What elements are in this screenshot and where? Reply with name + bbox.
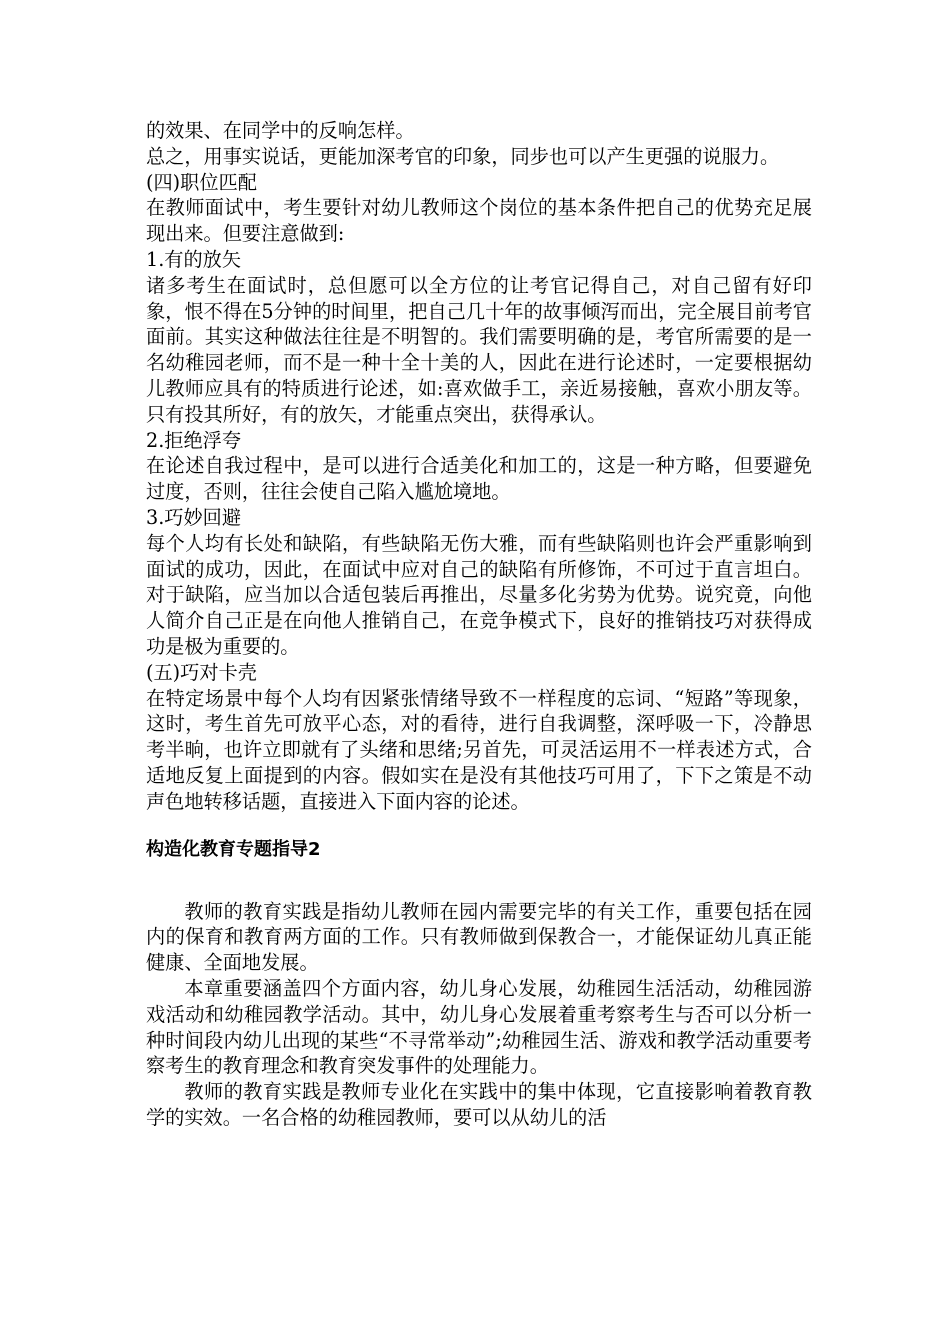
subheading-item-2: 2.拒绝浮夸 (146, 428, 242, 452)
paragraph-item-3: 每个人均有长处和缺陷，有些缺陷无伤大雅，而有些缺陷则也许会严重影响到面试的成功，因此，在面试中应对自己的缺陷有所修饰，不可过于直言坦白。对于缺陷，应当加以合适包装后再推出，尽量多化劣势为优势。说究竟，向他人简介自己正是在向他人推销自己，在竞争模式下，良好的推销技巧对获得成功是极为重要的。 (146, 531, 812, 658)
paragraph-position-match: 在教师面试中，考生要针对幼儿教师这个岗位的基本条件把自己的优势充足展现出来。但要注意做到: (146, 196, 812, 246)
paragraph-summary: 总之，用事实说话，更能加深考官的印象，同步也可以产生更强的说服力。 (146, 144, 780, 168)
paragraph-stuck: 在特定场景中每个人均有因紧张情绪导致不一样程度的忘词、“短路”等现象，这时，考生首先可放平心态，对的看待，进行自我调整，深呼吸一下，冷静思考半晌，也许立即就有了头绪和思绪;另首先，可灵活运用不一样表述方式，合适地反复上面提到的内容。假如实在是没有其他技巧可用了，下下之策是不动声色地转移话题，直接进入下面内容的论述。 (146, 686, 812, 813)
document-page (146, 118, 812, 1131)
paragraph-item-2: 在论述自我过程中，是可以进行合适美化和加工的，这是一种方略，但要避免过度，否则，往往会使自己陷入尴尬境地。 (146, 454, 812, 504)
paragraph-practice-2: 本章重要涵盖四个方面内容，幼儿身心发展，幼稚园生活活动，幼稚园游戏活动和幼稚园教学活动。其中，幼儿身心发展着重考察考生与否可以分析一种时间段内幼儿出现的某些“不寻常举动”;幼稚园生活、游戏和教学活动重要考察考生的教育理念和教育突发事件的处理能力。 (146, 976, 812, 1078)
subheading-item-3: 3.巧妙回避 (146, 505, 242, 529)
paragraph-item-1: 诸多考生在面试时，总但愿可以全方位的让考官记得自己，对自己留有好印象，恨不得在5分钟的时间里，把自己几十年的故事倾泻而出，完全展目前考官面前。其实这种做法往往是不明智的。我们需要明确的是，考官所需要的是一名幼稚园老师，而不是一种十全十美的人，因此在进行论述时，一定要根据幼儿教师应具有的特质进行论述，如:喜欢做手工，亲近易接触，喜欢小朋友等。只有投其所好，有的放矢，才能重点突出，获得承认。 (146, 273, 812, 426)
paragraph-practice-1: 教师的教育实践是指幼儿教师在园内需要完毕的有关工作，重要包括在园内的保育和教育两方面的工作。只有教师做到保教合一，才能保证幼儿真正能健康、全面地发展。 (146, 899, 812, 975)
paragraph-intro-tail: 的效果、在同学中的反响怎样。 (146, 119, 415, 142)
subheading-item-1: 1.有的放矢 (146, 247, 242, 271)
subheading-stuck: (五)巧对卡壳 (146, 660, 257, 684)
section-title: 构造化教育专题指导2 (146, 838, 321, 860)
paragraph-practice-3: 教师的教育实践是教师专业化在实践中的集中体现，它直接影响着教育教学的实效。一名合格的幼稚园教师，要可以从幼儿的活 (146, 1080, 812, 1129)
subheading-position-match: (四)职位匹配 (146, 170, 257, 194)
